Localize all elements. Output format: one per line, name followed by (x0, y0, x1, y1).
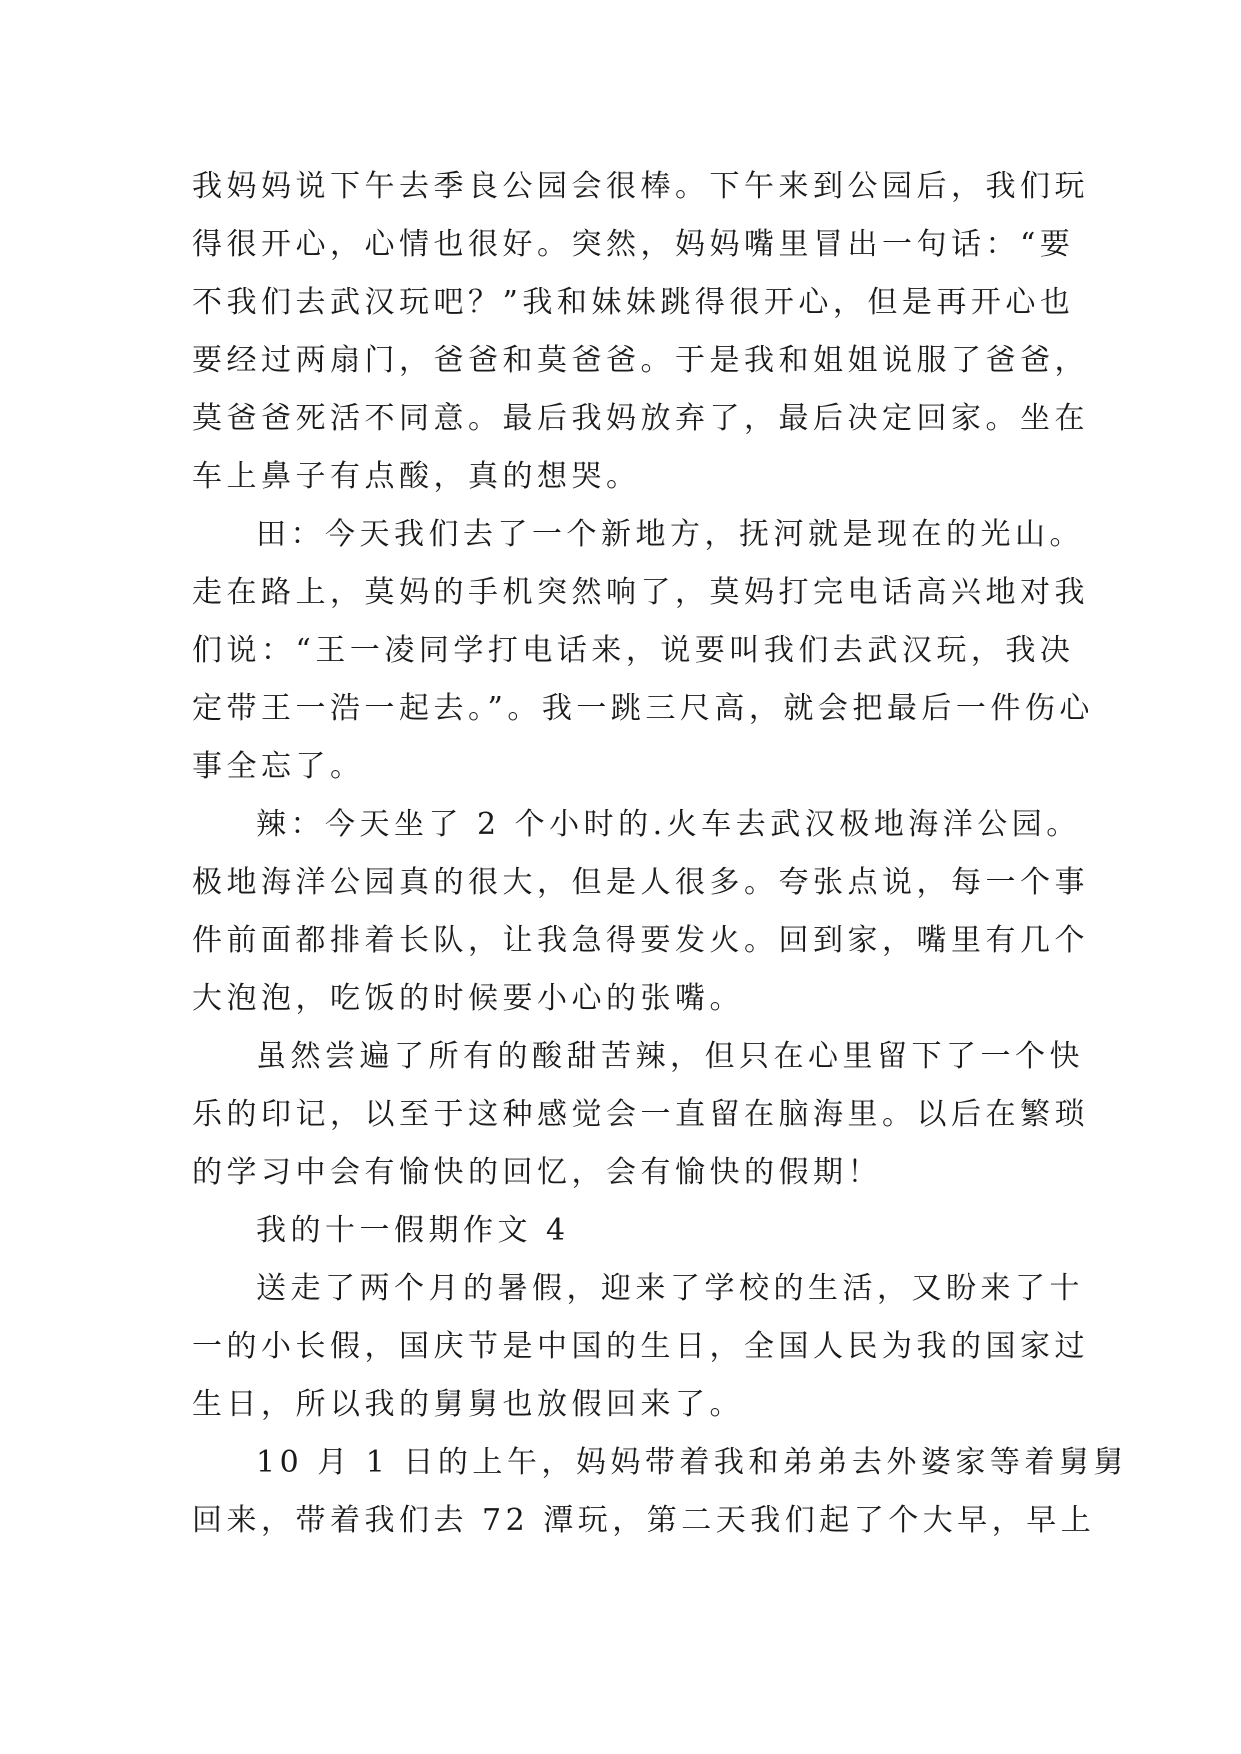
text-line-14: 件前面都排着长队，让我急得要发火。回到家，嘴里有几个 (192, 923, 1089, 958)
text-line-8: 走在路上，莫妈的手机突然响了，莫妈打完电话高兴地对我 (192, 575, 1089, 610)
text-line-22: 生日，所以我的舅舅也放假回来了。 (192, 1387, 744, 1422)
text-line-20: 送走了两个月的暑假，迎来了学校的生活，又盼来了十 (256, 1271, 1084, 1306)
text-line-21: 一的小长假，国庆节是中国的生日，全国人民为我的国家过 (192, 1329, 1089, 1364)
document-body (192, 158, 1128, 1550)
text-line-11: 事全忘了。 (192, 749, 365, 784)
text-line-15: 大泡泡，吃饭的时候要小心的张嘴。 (192, 981, 744, 1016)
text-line-6: 车上鼻子有点酸，真的想哭。 (192, 459, 641, 494)
text-line-10: 定带王一浩一起去。”。我一跳三尺高，就会把最后一件伤心 (192, 691, 1094, 726)
text-line-18: 的学习中会有愉快的回忆，会有愉快的假期！ (192, 1155, 882, 1190)
text-line-13: 极地海洋公园真的很大，但是人很多。夸张点说，每一个事 (192, 865, 1089, 900)
text-line-3: 不我们去武汉玩吧？”我和妹妹跳得很开心，但是再开心也 (192, 285, 1075, 320)
section-heading: 我的十一假期作文 4 (256, 1213, 570, 1248)
text-line-16: 虽然尝遍了所有的酸甜苦辣，但只在心里留下了一个快 (256, 1039, 1084, 1074)
text-line-4: 要经过两扇门，爸爸和莫爸爸。于是我和姐姐说服了爸爸， (192, 343, 1089, 378)
text-line-1: 我妈妈说下午去季良公园会很棒。下午来到公园后，我们玩 (192, 169, 1089, 204)
text-line-9: 们说：“王一凌同学打电话来，说要叫我们去武汉玩，我决 (192, 633, 1075, 668)
text-line-5: 莫爸爸死活不同意。最后我妈放弃了，最后决定回家。坐在 (192, 401, 1089, 436)
text-line-12: 辣：今天坐了 2 个小时的.火车去武汉极地海洋公园。 (256, 807, 1081, 842)
text-line-24: 回来，带着我们去 72 潭玩，第二天我们起了个大早，早上 (192, 1503, 1096, 1538)
text-line-17: 乐的印记，以至于这种感觉会一直留在脑海里。以后在繁琐 (192, 1097, 1089, 1132)
text-line-7: 田：今天我们去了一个新地方，抚河就是现在的光山。 (256, 517, 1084, 552)
text-line-23: 10 月 1 日的上午，妈妈带着我和弟弟去外婆家等着舅舅 (256, 1445, 1128, 1480)
text-line-2: 得很开心，心情也很好。突然，妈妈嘴里冒出一句话：“要 (192, 227, 1075, 262)
